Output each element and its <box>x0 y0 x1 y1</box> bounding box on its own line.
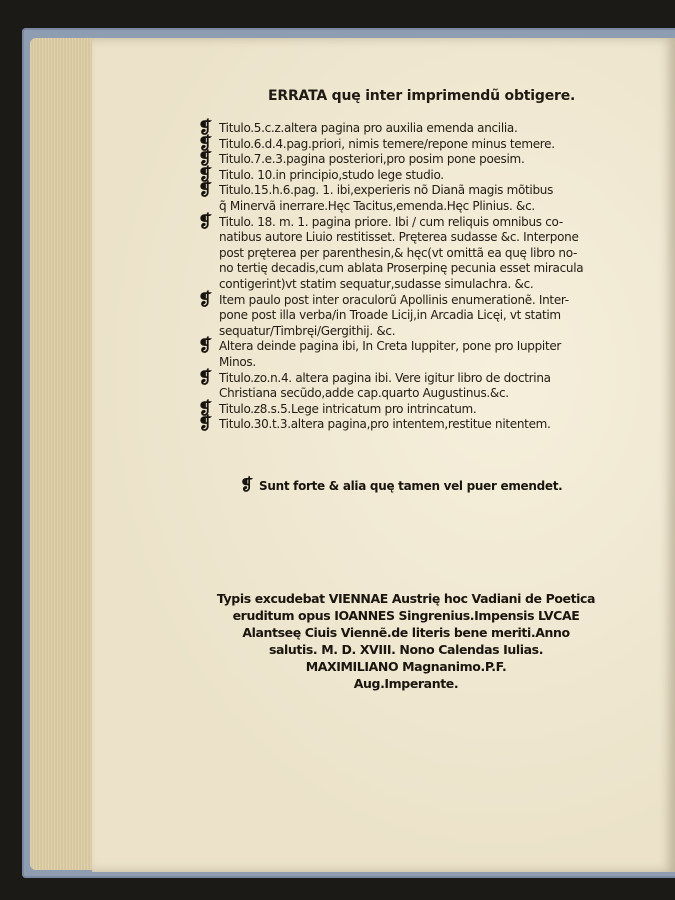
pilcrow-icon: ❡ <box>198 398 212 419</box>
errata-entry <box>198 336 618 370</box>
errata-entry <box>198 414 618 435</box>
errata-line: Titulo.5.c.z.altera pagina pro auxilia emenda ancilia. <box>219 121 518 135</box>
errata-line: Titulo.7.e.3.pagina posteriori,pro posim pone poesim. <box>219 152 525 167</box>
errata-entry <box>198 118 618 138</box>
errata-line: sequatur/Timbręi/Gergithij. &c. <box>219 323 396 338</box>
closing-note-text: Sunt forte & alia quę tamen vel puer emendet. <box>259 479 563 493</box>
errata-line: Titulo. 10.in principio,studo lege studio. <box>219 167 444 182</box>
colophon-line: Alantseę Ciuis Viennẽ.de literis bene meriti.Anno <box>242 625 570 640</box>
errata-line: q̃ Minervã inerrare.Hęc Tacitus,emenda.Hęc Plinius. &c. <box>219 198 535 213</box>
pilcrow-icon: ❡ <box>198 211 212 232</box>
errata-line: Item paulo post inter oraculorũ Apollinis enumerationẽ. Inter- <box>219 292 569 307</box>
errata-line: post pręterea per parenthesin,& hęc(vt omittã ea quę libro no- <box>219 245 578 260</box>
errata-line: contigerint)vt statim sequatur,sudasse simulachra. &c. <box>219 276 534 291</box>
pilcrow-icon: ❡ <box>198 414 212 435</box>
pilcrow-icon: ❡ <box>198 118 212 138</box>
colophon <box>196 590 616 692</box>
pilcrow-icon: ❡ <box>198 149 212 170</box>
errata-line: Titulo.zo.n.4. altera pagina ibi. Vere igitur libro de doctrina <box>219 370 551 385</box>
errata-entry <box>198 133 618 154</box>
errata-line: Titulo.30.t.3.altera pagina,pro intentem,restitue nitentem. <box>219 417 551 432</box>
colophon-line: MAXIMILIANO Magnanimo.P.F. <box>305 659 507 674</box>
colophon-line: Aug.Imperante. <box>353 676 459 691</box>
errata-entry <box>198 367 618 402</box>
errata-heading: ERRATA quę inter imprimendũ obtigere. <box>268 88 576 104</box>
pilcrow-icon: ❡ <box>198 336 212 357</box>
colophon-line: Typis excudebat VIENNAE Austrię hoc Vadiani de Poetica <box>216 591 596 606</box>
errata-line: pone post illa verba/in Troade Licij,in Arcadia Licęi, vt statim <box>219 308 561 323</box>
errata-line: Christiana secũdo,adde cap.quarto Augustinus.&c. <box>219 386 509 401</box>
errata-line: Titulo.6.d.4.pag.priori, nimis temere/repone minus temere. <box>219 136 555 151</box>
pilcrow-icon: ❡ <box>240 475 254 494</box>
pilcrow-icon: ❡ <box>198 180 212 201</box>
errata-line: Titulo.z8.s.5.Lege intricatum pro intrincatum. <box>219 401 477 416</box>
errata-line: Titulo.15.h.6.pag. 1. ibi,experieris nõ Dianã magis mõtibus <box>219 183 554 198</box>
colophon-line: salutis. M. D. XVIII. Nono Calendas Iulias. <box>268 642 544 657</box>
errata-entry <box>198 164 618 185</box>
errata-line: no tertię decadis,cum ablata Proserpinę pecunia esset miracula <box>219 261 584 276</box>
errata-line: Altera deinde pagina ibi, In Creta Iuppiter, pone pro Iuppiter <box>219 339 562 354</box>
errata-entry <box>198 211 618 293</box>
errata-line: Titulo. 18. m. 1. pagina priore. Ibi / cum reliquis omnibus co- <box>219 214 563 229</box>
errata-line: Minos. <box>219 354 256 369</box>
pilcrow-icon: ❡ <box>198 289 212 310</box>
pilcrow-icon: ❡ <box>198 133 212 154</box>
closing-note <box>240 476 562 493</box>
errata-entry <box>198 398 618 419</box>
errata-entry <box>198 289 618 340</box>
pilcrow-icon: ❡ <box>198 367 212 388</box>
errata-list <box>198 118 618 435</box>
colophon-line: eruditum opus IOANNES Singrenius.Impensis LVCAE <box>232 608 580 623</box>
errata-entry <box>198 149 618 170</box>
errata-line: natibus autore Liuio restitisset. Pręterea sudasse &c. Interpone <box>219 230 579 245</box>
errata-entry <box>198 180 618 214</box>
pilcrow-icon: ❡ <box>198 164 212 185</box>
